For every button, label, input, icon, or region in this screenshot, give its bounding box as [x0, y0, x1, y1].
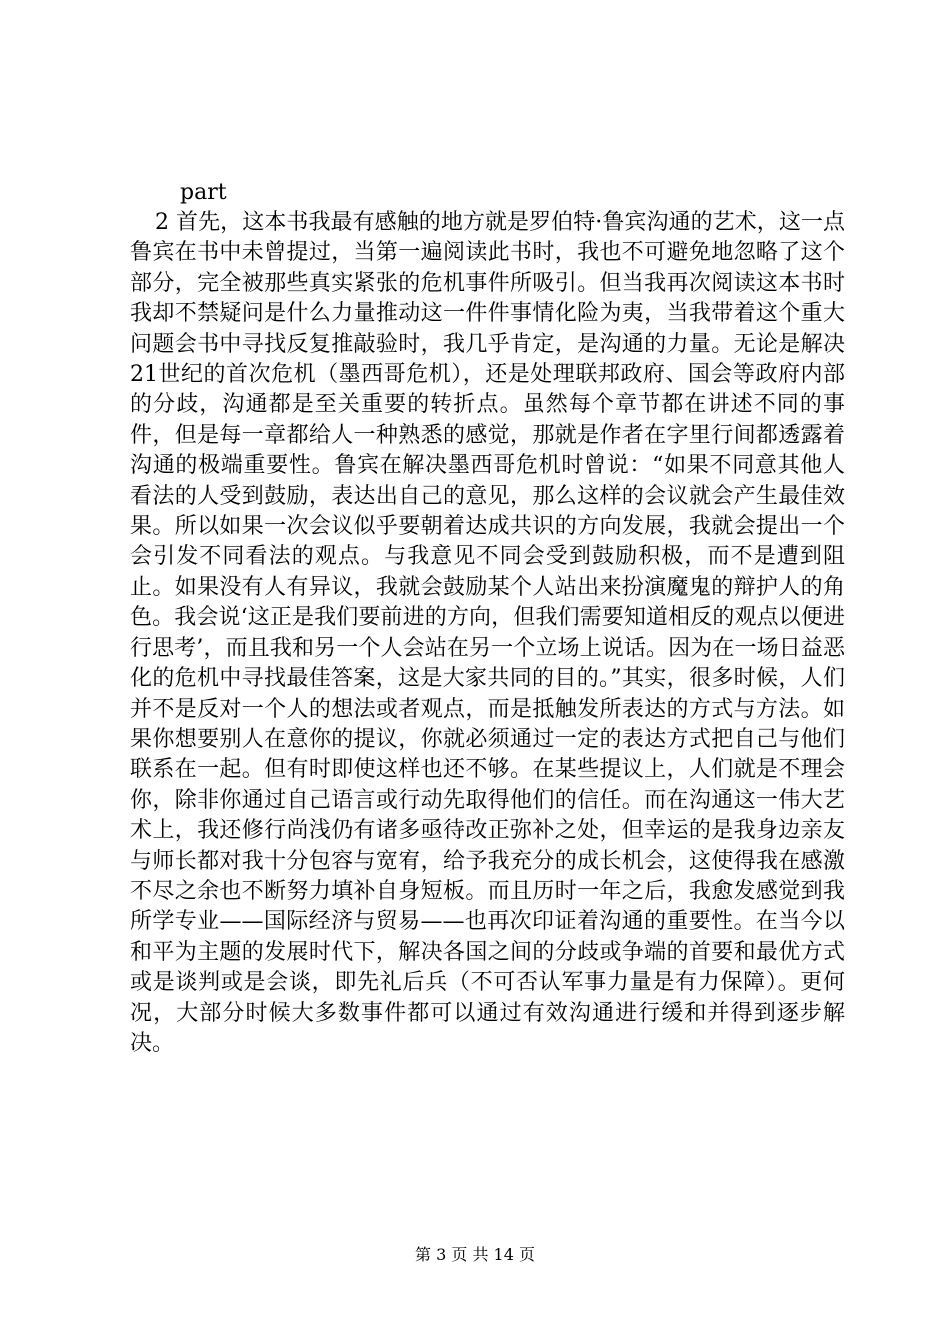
page-footer: 第 3 页 共 14 页	[415, 1245, 535, 1264]
section-heading: part	[180, 180, 227, 205]
body-paragraph: 2 首先，这本书我最有感触的地方就是罗伯特·鲁宾沟通的艺术，这一点鲁宾在书中未曾提过，当第一遍阅读此书时，我也不可避免地忽略了这个部分，完全被那些真实紧张的危机事件所吸引。但当我再次阅读这本书时我却不禁疑问是什么力量推动这一件件事情化险为夷，当我带着这个重大问题会书中寻找反复推敲验时，我几乎肯定，是沟通的力量。无论是解决21世纪的首次危机（墨西哥危机），还是处理联邦政府、国会等政府内部的分歧，沟通都是至关重要的转折点。虽然每个章节都在讲述不同的事件，但是每一章都给人一种熟悉的感觉，那就是作者在字里行间都透露着沟通的极端重要性。鲁宾在解决墨西哥危机时曾说：“如果不同意其他人看法的人受到鼓励，表达出自己的意见，那么这样的会议就会产生最佳效果。所以如果一次会议似乎要朝着达成共识的方向发展，我就会提出一个会引发不同看法的观点。与我意见不同会受到鼓励积极，而不是遭到阻止。如果没有人有异议，我就会鼓励某个人站出来扮演魔鬼的辩护人的角色。我会说‘这正是我们要前进的方向，但我们需要知道相反的观点以便进行思考’，而且我和另一个人会站在另一个立场上说话。因为在一场日益恶化的危机中寻找最佳答案，这是大家共同的目的。”其实，很多时候，人们并不是反对一个人的想法或者观点，而是抵触发所表达的方式与方法。如果你想要别人在意你的提议，你就必须通过一定的表达方式把自己与他们联系在一起。但有时即使这样也还不够。在某些提议上，人们就是不理会你，除非你通过自己语言或行动先取得他们的信任。而在沟通这一伟大艺术上，我还修行尚浅仍有诸多亟待改正弥补之处，但幸运的是我身边亲友与师长都对我十分包容与宽宥，给予我充分的成长机会，这使得我在感激不尽之余也不断努力填补自身短板。而且历时一年之后，我愈发感觉到我所学专业——国际经济与贸易——也再次印证着沟通的重要性。在当今以和平为主题的发展时代下，解决各国之间的分歧或争端的首要和最优方式或是谈判或是会谈，即先礼后兵（不可否认军事力量是有力保障）。更何况，大部分时候大多数事件都可以通过有效沟通进行缓和并得到逐步解决。	[130, 210, 845, 1056]
